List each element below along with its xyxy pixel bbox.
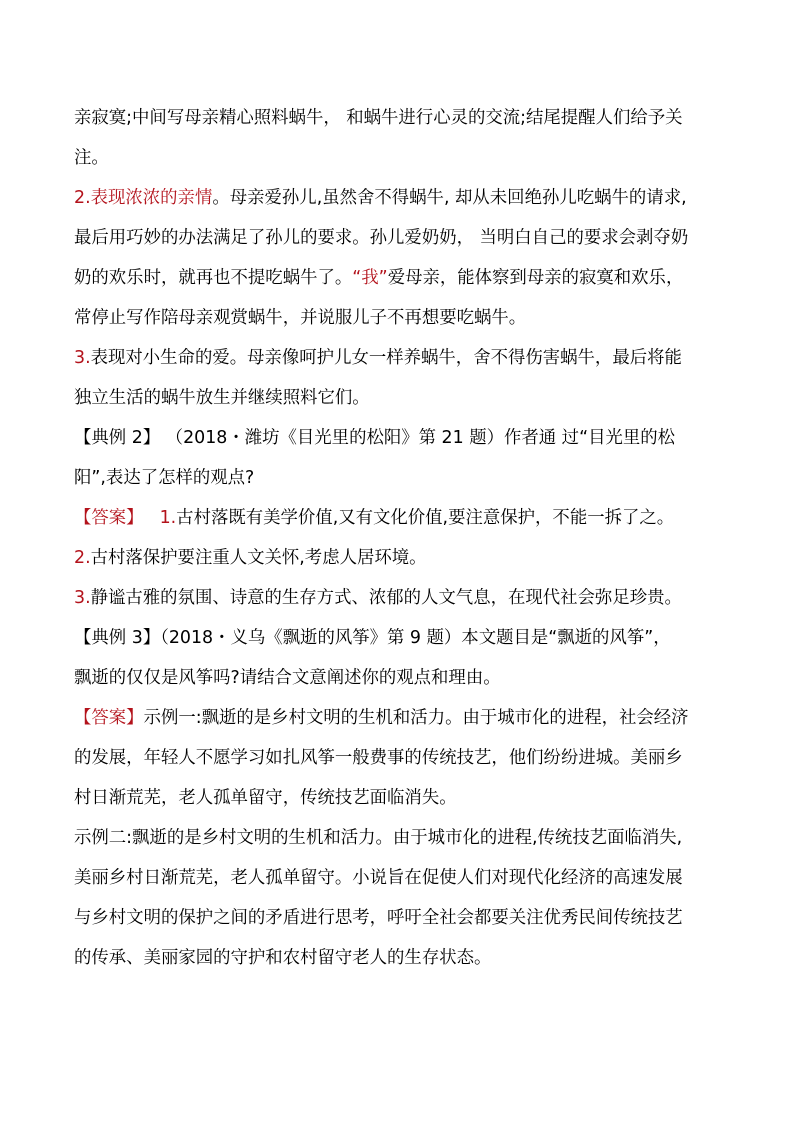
text: 独立生活的蜗牛放生并继续照料它们。: [74, 388, 370, 408]
text: 表现对小生命的爱。母亲像呵护儿女一样养蜗牛，舍不得伤害蜗牛，最后将能: [90, 348, 682, 368]
text: 注。: [74, 148, 109, 168]
point-number: 1.: [159, 508, 177, 528]
answer-example-1: [74, 698, 734, 738]
answer-label: 【答案】: [74, 508, 144, 528]
point-number: 3.: [74, 348, 91, 368]
text: 奶的欢乐时，就再也不提吃蜗牛了。: [74, 268, 353, 288]
text: 示例二:飘逝的是乡村文明的生机和活力。由于城市化的进程,传统技艺面临消失,: [74, 828, 683, 848]
example-3-heading: [74, 618, 734, 658]
point-number: 3.: [74, 588, 91, 608]
answer-2: [74, 538, 734, 578]
text: 的传承、美丽家园的守护和农村留守老人的生存状态。: [74, 948, 492, 968]
text: 示例一:飘逝的是乡村文明的生机和活力。由于城市化的进程，社会经济: [143, 708, 689, 728]
answer-label: 【答案】: [74, 708, 144, 728]
text-line: [74, 658, 734, 698]
text-line: [74, 378, 734, 418]
example-2-heading: [74, 418, 734, 458]
document-body: [74, 98, 734, 978]
point-number: 2.: [74, 188, 91, 208]
text-line: [74, 458, 734, 498]
text: 静谧古雅的氛围、诗意的生存方式、浓郁的人文气息，在现代社会弥足珍贵。: [90, 588, 682, 608]
point-number: 2.: [74, 548, 91, 568]
text: 常停止写作陪母亲观赏蜗牛，并说服儿子不再想要吃蜗牛。: [74, 308, 527, 328]
answer-3: [74, 578, 734, 618]
text: 村日渐荒芜，老人孤单留守，传统技艺面临消失。: [74, 788, 457, 808]
text: 亲寂寞;中间写母亲精心照料蜗牛， 和蜗牛进行心灵的交流;结尾提醒人们给予关: [74, 108, 683, 128]
highlight-text: 表现浓浓的亲情: [90, 188, 213, 208]
text: 古村落保护要注重人文关怀,考虑人居环境。: [90, 548, 427, 568]
text: 最后用巧妙的办法满足了孙儿的要求。孙儿爱奶奶， 当明白自己的要求会剥夺奶: [74, 228, 689, 248]
text-line: [74, 778, 734, 818]
text: 爱母亲，能体察到母亲的寂寞和欢乐，: [387, 268, 684, 288]
text-line: [74, 258, 734, 298]
text-line: [74, 858, 734, 898]
answer-1: [74, 498, 734, 538]
text: 的发展，年轻人不愿学习如扎风筝一般费事的传统技艺，他们纷纷进城。美丽乡: [74, 748, 683, 768]
text-line: [74, 738, 734, 778]
text: 阳”,表达了怎样的观点?: [74, 468, 255, 488]
quote-highlight: “我”: [352, 268, 388, 288]
text: 【典例 3】（2018・义乌《飘逝的风筝》第 9 题）本文题目是“飘逝的风筝”，: [74, 628, 671, 648]
text: 古村落既有美学价值,又有文化价值,要注意保护，不能一拆了之。: [176, 508, 675, 528]
text-line: [74, 138, 734, 178]
point-2: [74, 178, 734, 218]
text-line: [74, 898, 734, 938]
point-3: [74, 338, 734, 378]
text-line: [74, 218, 734, 258]
text: 【典例 2】 （2018・潍坊《目光里的松阳》第 21 题）作者通 过“目光里的松: [74, 428, 676, 448]
text: 。母亲爱孙儿,虽然舍不得蜗牛, 却从未回绝孙儿吃蜗牛的请求,: [212, 188, 687, 208]
text-line: [74, 938, 734, 978]
text-line: [74, 98, 734, 138]
text: 飘逝的仅仅是风筝吗?请结合文意阐述你的观点和理由。: [74, 668, 501, 688]
text: 与乡村文明的保护之间的矛盾进行思考，呼吁全社会都要关注优秀民间传统技艺: [74, 908, 683, 928]
text-line: [74, 298, 734, 338]
answer-example-2: [74, 818, 734, 858]
text: 美丽乡村日渐荒芜，老人孤单留守。小说旨在促使人们对现代化经济的高速发展: [74, 868, 683, 888]
